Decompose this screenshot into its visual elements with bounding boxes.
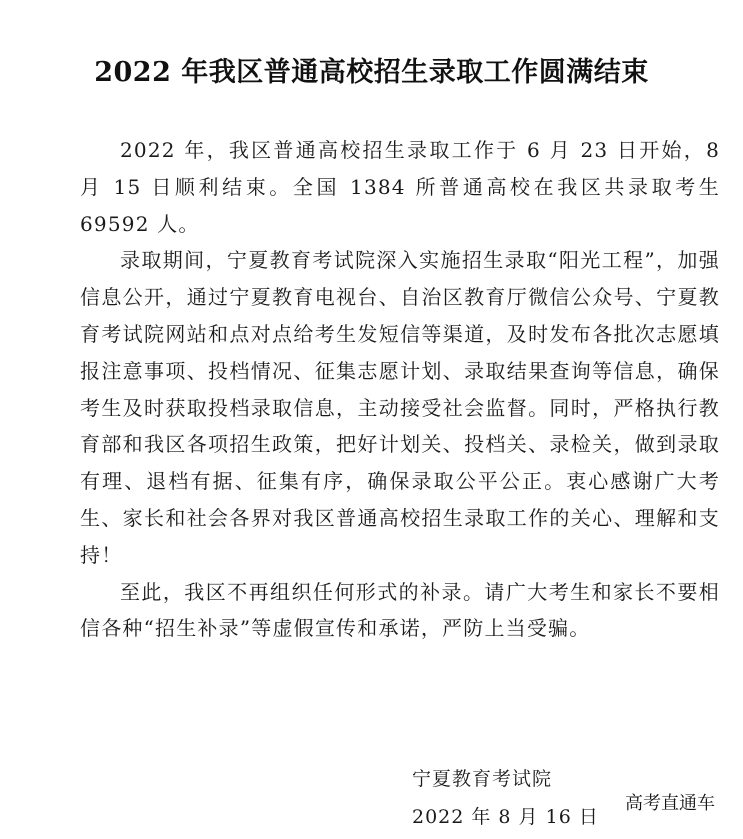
document-body	[80, 132, 720, 647]
signature-date: 2022 年 8 月 16 日	[412, 806, 599, 828]
paragraph-enrollment-process: 录取期间，宁夏教育考试院深入实施招生录取“阳光工程”，加强信息公开，通过宁夏教育电视台、自治区教育厅微信公众号、宁夏教育考试院网站和点对点给考生发短信等渠道，及时发布各批次志愿填报注意事项、投档情况、征集志愿计划、录取结果查询等信息，确保考生及时获取投档录取信息，主动接受社会监督。同时，严格执行教育部和我区各项招生政策，把好计划关、投档关、录检关，做到录取有理、退档有据、征集有序，确保录取公平公正。衷心感谢广大考生、家长和社会各界对我区普通高校招生录取工作的关心、理解和支持！	[80, 248, 720, 567]
watermark-label: 高考直通车	[625, 793, 715, 814]
paragraph-no-supplementary-enrollment: 至此，我区不再组织任何形式的补录。请广大考生和家长不要相信各种“招生补录”等虚假宣传和承诺，严防上当受骗。	[80, 579, 720, 641]
paragraph-enrollment-summary: 2022 年，我区普通高校招生录取工作于 6 月 23 日开始，8 月 15 日顺利结束。全国 1384 所普通高校在我区共录取考生 69592 人。	[80, 138, 720, 236]
signature-organization: 宁夏教育考试院	[412, 768, 553, 790]
document-title: 2022 年我区普通高校招生录取工作圆满结束	[94, 57, 649, 88]
